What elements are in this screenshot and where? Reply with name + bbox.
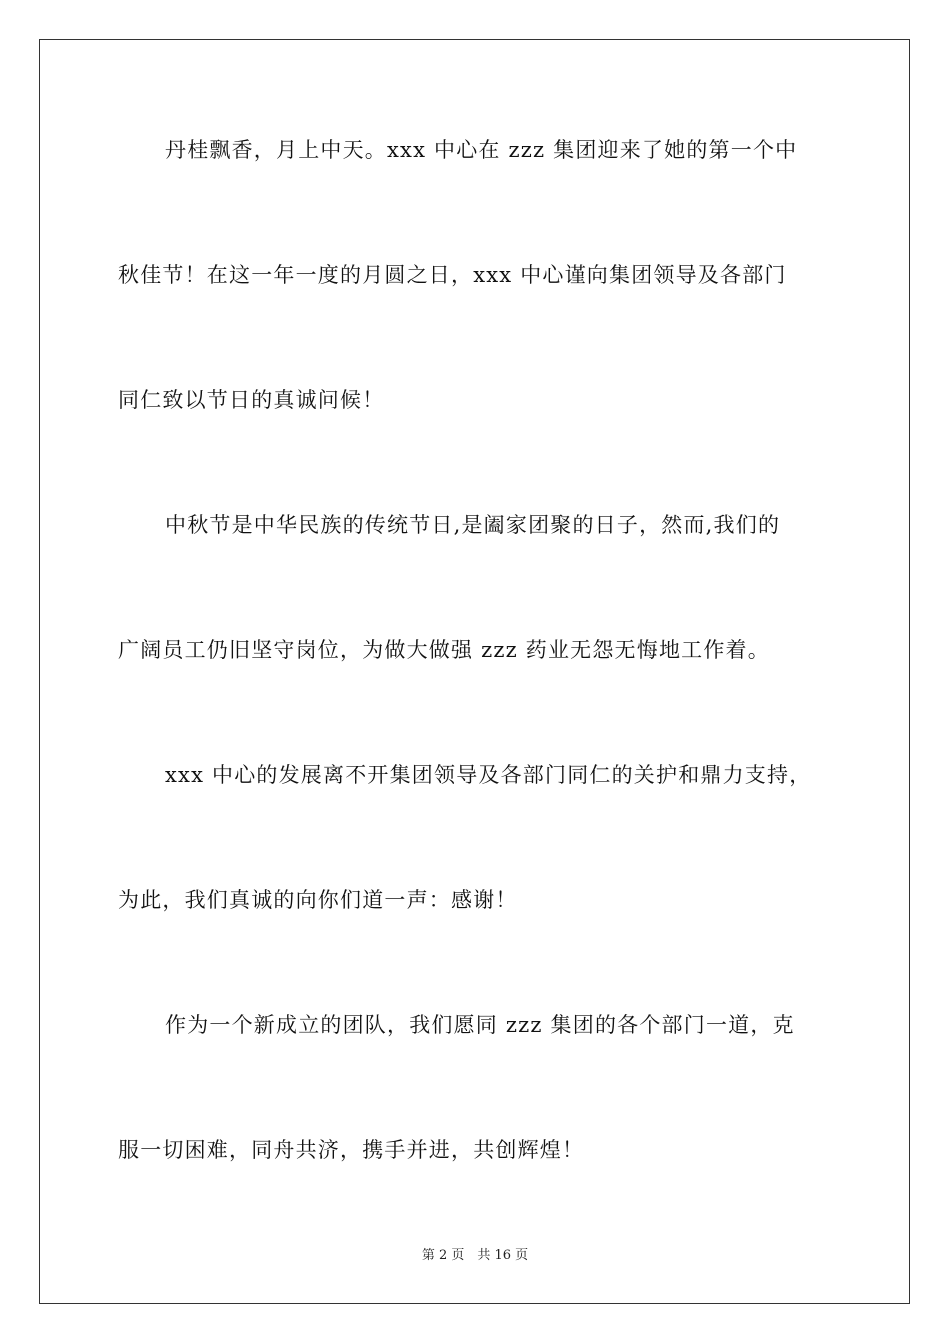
paragraph-2-line-1: 中秋节是中华民族的传统节日,是阖家团聚的日子，然而,我们的: [165, 513, 781, 537]
paragraph-1-line-2: 秋佳节！在这一年一度的月圆之日，xxx 中心谨向集团领导及各部门: [118, 263, 787, 287]
page-border: [39, 39, 910, 1304]
paragraph-4-line-2: 服一切困难，同舟共济，携手并进，共创辉煌！: [118, 1138, 585, 1162]
paragraph-3-line-1: xxx 中心的发展离不开集团领导及各部门同仁的关护和鼎力支持，: [165, 763, 812, 787]
paragraph-4-line-1: 作为一个新成立的团队，我们愿同 zzz 集团的各个部门一道，克: [165, 1013, 795, 1037]
paragraph-2-line-2: 广阔员工仍旧坚守岗位，为做大做强 zzz 药业无怨无悔地工作着。: [118, 638, 770, 662]
paragraph-1-line-3: 同仁致以节日的真诚问候！: [118, 388, 385, 412]
page-number-footer: 第 2 页 共 16 页: [421, 1248, 529, 1263]
paragraph-3-line-2: 为此，我们真诚的向你们道一声：感谢！: [118, 888, 518, 912]
paragraph-1-line-1: 丹桂飘香，月上中天。xxx 中心在 zzz 集团迎来了她的第一个中: [165, 138, 798, 162]
